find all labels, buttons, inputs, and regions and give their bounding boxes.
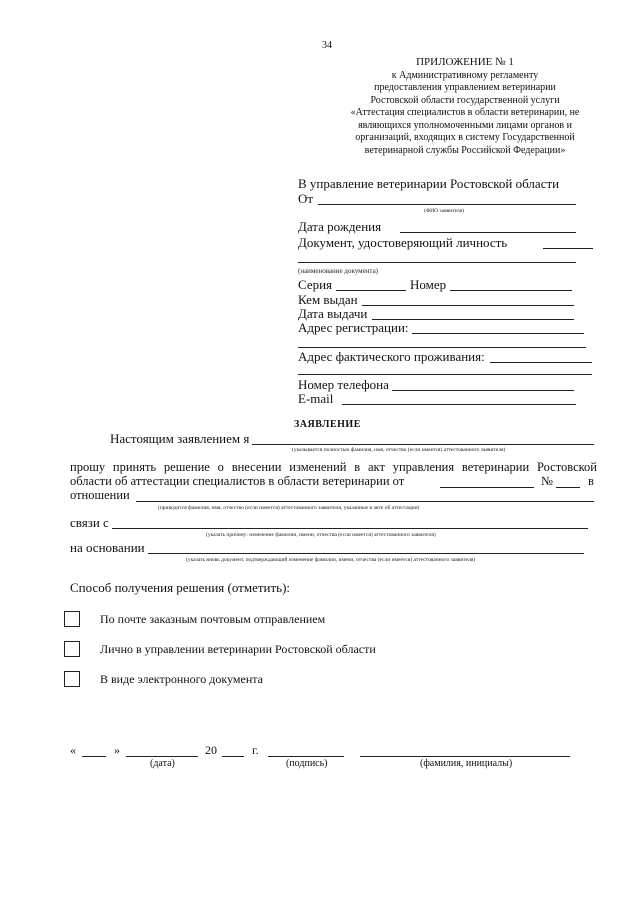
method-checkbox-mail[interactable] [64,611,80,627]
full-name-field[interactable] [360,756,570,757]
appendix-line: предоставления управлением ветеринарии [374,82,556,93]
statement-body-line3: отношении [70,488,130,502]
body-line2-text: области об аттестации специалистов в области ветеринарии от [70,474,405,488]
appendix-line: ветеринарной службы Российской Федерации» [364,144,566,156]
attested-name-field[interactable] [136,501,594,502]
actual-address-field[interactable] [490,362,592,363]
appendix-line: Ростовской области государственной услуги [370,94,560,106]
from-label: От [298,191,314,206]
recipient-label: В управление ветеринарии Ростовской области [298,176,560,191]
applicant-name-hint: (указывается полностью фамилия, имя, отчество (если имеется) аттестованного заявителя) [292,447,506,453]
date-open-quote: « [70,743,76,757]
email-label: E-mail [298,391,334,406]
appendix-block [330,56,600,157]
number-field[interactable] [450,290,572,291]
date-close-quote: » [114,743,120,757]
method-checkbox-electronic[interactable] [64,671,80,687]
reason-hint: (указать причину: изменение фамилии, имени, отчества (если имеется) аттестованного заявителя) [206,532,436,538]
month-field[interactable] [126,756,198,757]
reason-field[interactable] [112,528,588,529]
phone-field[interactable] [392,390,574,391]
sign-hint: (подпись) [286,758,328,769]
act-number-label: № [541,474,553,488]
statement-title: ЗАЯВЛЕНИЕ [294,419,361,430]
id-document-name-field[interactable] [298,262,576,263]
basis-field[interactable] [148,553,584,554]
series-field[interactable] [336,290,406,291]
appendix-line: являющихся уполномоченными лицами органов и [358,119,572,131]
day-field[interactable] [82,756,106,757]
issued-by-label: Кем выдан [298,292,358,307]
name-hint: (фамилия, инициалы) [420,758,513,769]
email-field[interactable] [342,404,576,405]
phone-label: Номер телефона [298,377,389,392]
method-checkbox-in-person[interactable] [64,641,80,657]
from-field[interactable] [318,204,576,205]
appendix-line: «Аттестация специалистов в области ветеринарии, не [350,107,580,118]
id-document-field[interactable] [543,248,593,249]
signature-field[interactable] [268,756,344,757]
year-field[interactable] [222,756,244,757]
applicant-name-field[interactable] [252,444,594,445]
year-suffix: г. [252,743,259,757]
act-date-field[interactable] [440,487,534,488]
method-option-electronic: В виде электронного документа [100,672,263,686]
actual-address-field-2[interactable] [298,374,592,375]
id-document-label: Документ, удостоверяющий личность [298,235,508,250]
appendix-line: к Административному регламенту [391,69,539,81]
issued-by-field[interactable] [362,305,574,306]
act-number-field[interactable] [556,487,580,488]
reg-address-field-2[interactable] [298,347,586,348]
actual-address-label: Адрес фактического проживания: [298,349,485,364]
basis-hint: (указать вновь документ, подтверждающий изменение фамилии, имени, отчества (если имеется) аттестованного заявителя) [186,557,476,563]
birth-date-field[interactable] [400,232,576,233]
body-line2-end: в [588,474,594,488]
method-title: Способ получения решения (отметить): [70,580,291,595]
year-prefix: 20 [205,743,217,757]
statement-body-line1: прошу принять решение о внесении изменений в акт управления ветеринарии Ростовской [70,460,597,474]
attested-name-hint: (приводится фамилия, имя, отчество (если имеется) аттестованного заявителя, указанные в акте об аттестации) [158,505,420,511]
date-hint: (дата) [150,758,175,769]
appendix-line: организаций, входящих в систему Государственной [355,132,575,143]
series-label: Серия [298,277,333,292]
number-label: Номер [410,277,447,292]
method-option-mail: По почте заказным почтовым отправлением [100,612,326,626]
appendix-title: ПРИЛОЖЕНИЕ № 1 [416,56,514,68]
reason-label: связи с [70,515,109,530]
page-number: 34 [322,40,332,51]
statement-intro: Настоящим заявлением я [110,431,250,446]
issue-date-label: Дата выдачи [298,306,368,321]
statement-body-line2 [70,474,404,489]
from-hint: (ФИО заявителя) [424,208,465,214]
reg-address-label: Адрес регистрации: [298,320,409,335]
basis-label: на основании [70,540,145,555]
birth-date-label: Дата рождения [298,219,382,234]
reg-address-field[interactable] [412,333,584,334]
doc-name-hint: (наименование документа) [298,267,379,275]
method-option-in-person: Лично в управлении ветеринарии Ростовской области [100,642,376,656]
